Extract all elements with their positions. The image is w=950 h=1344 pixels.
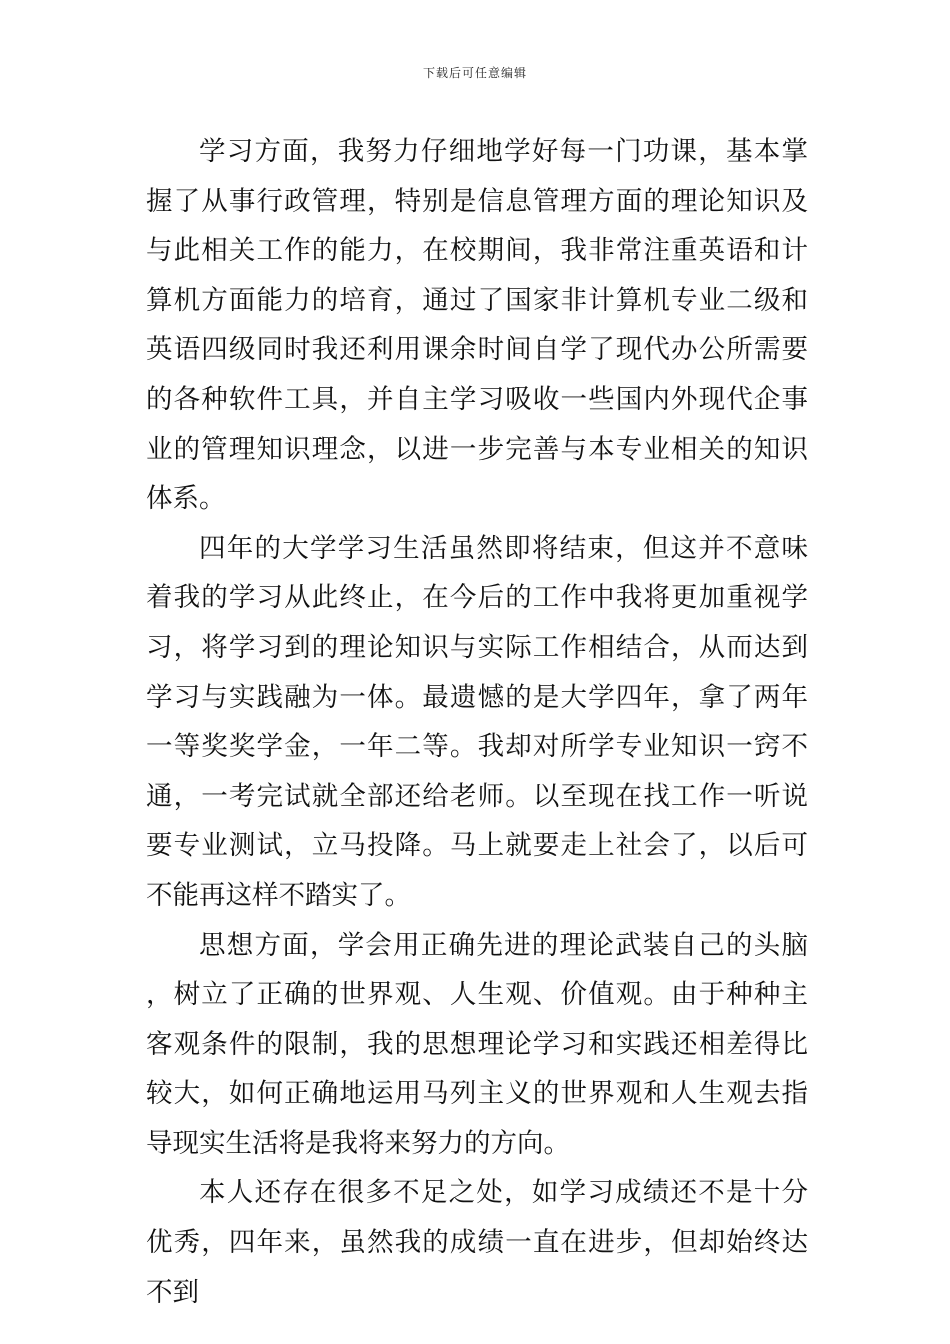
paragraph-study: 学习方面，我努力仔细地学好每一门功课，基本掌握了从事行政管理，特别是信息管理方面的理论知识及与此相关工作的能力，在校期间，我非常注重英语和计算机方面能力的培育，通过了国家非计算机专业二级和英语四级同时我还利用课余时间自学了现代办公所需要的各种软件工具，并自主学习吸收一些国内外现代企事业的管理知识理念，以进一步完善与本专业相关的知识体系。 [146, 136, 808, 515]
paragraph-ideology: 思想方面，学会用正确先进的理论武装自己的头脑，树立了正确的世界观、人生观、价值观。由于种种主客观条件的限制，我的思想理论学习和实践还相差得比较大，如何正确地运用马列主义的世界观和人生观去指导现实生活将是我将来努力的方向。 [146, 929, 808, 1159]
paragraph-university-life: 四年的大学学习生活虽然即将结束，但这并不意味着我的学习从此终止，在今后的工作中我将更加重视学习，将学习到的理论知识与实际工作相结合，从而达到学习与实践融为一体。最遗憾的是大学四年，拿了两年一等奖奖学金，一年二等。我却对所学专业知识一窍不通，一考完试就全部还给老师。以至现在找工作一听说要专业测试，立马投降。马上就要走上社会了，以后可不能再这样不踏实了。 [146, 532, 808, 911]
header-note: 下载后可任意编辑 [422, 66, 527, 80]
paragraph-shortcomings: 本人还存在很多不足之处，如学习成绩还不是十分优秀，四年来，虽然我的成绩一直在进步，但却始终达不到 [146, 1177, 808, 1308]
document-body [146, 127, 808, 1317]
